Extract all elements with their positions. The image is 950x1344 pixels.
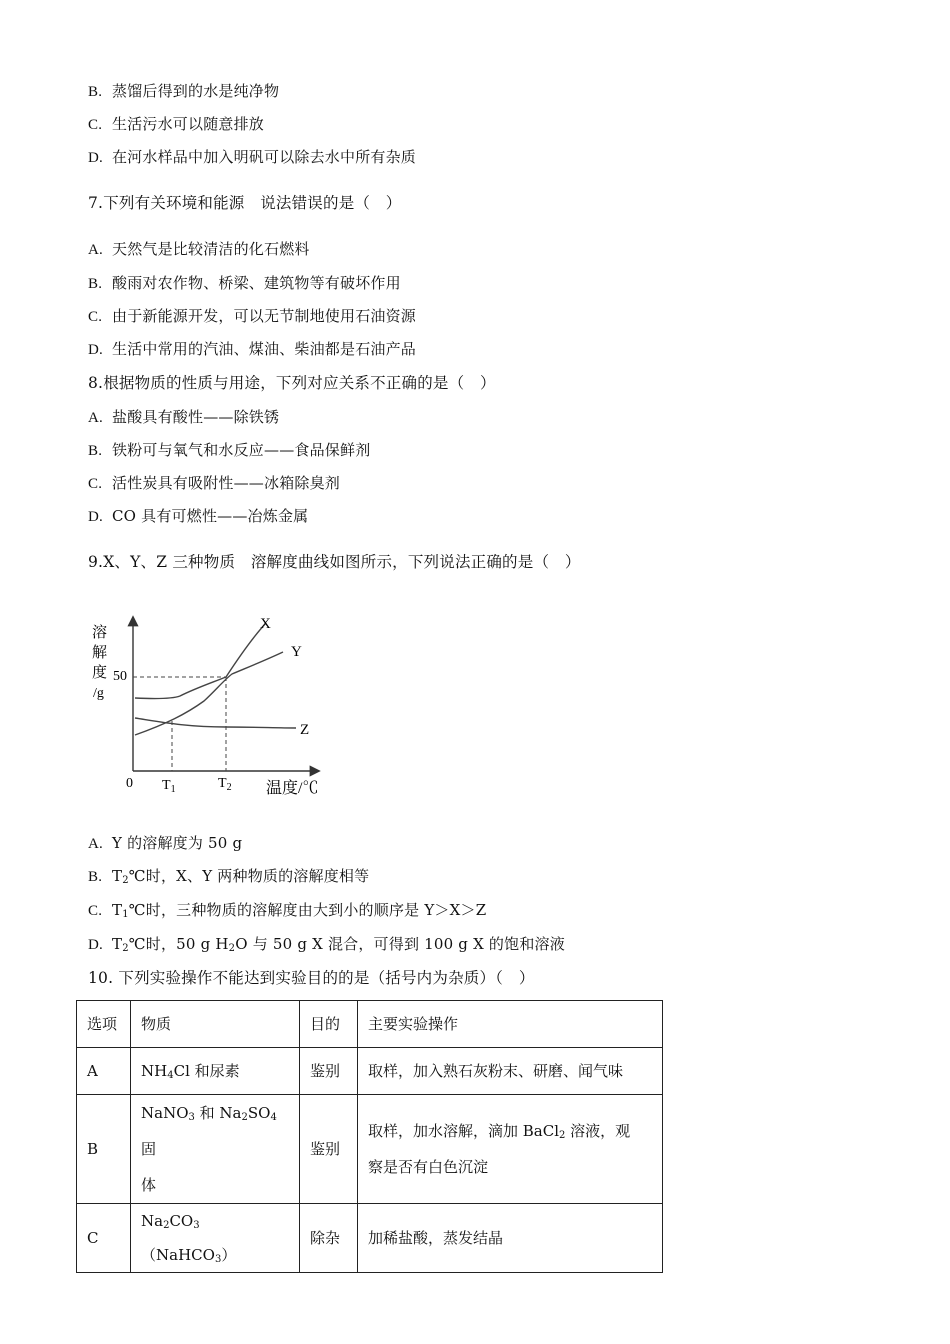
t2-label: $T_2$ xyxy=(218,776,232,793)
experiment-table xyxy=(76,1000,663,1273)
question-10: 10. 下列实验操作不能达到实验目的的是（括号内为杂质）（ ） xyxy=(88,969,535,987)
option-text: 酸雨对农作物、桥梁、建筑物等有破坏作用 xyxy=(112,274,401,292)
curve-label-z: Z xyxy=(300,722,310,738)
q9-option-b xyxy=(88,866,369,887)
q7-option-c xyxy=(88,306,416,327)
row-substance xyxy=(131,1204,300,1273)
option-text: 生活中常用的汽油、煤油、柴油都是石油产品 xyxy=(112,340,417,358)
option-text: 生活污水可以随意排放 xyxy=(112,115,265,133)
origin-label: 0 xyxy=(126,776,133,791)
text-part: CO xyxy=(169,1212,194,1230)
option-letter: D. xyxy=(88,150,103,166)
subscript: 3 xyxy=(188,1112,195,1123)
option-letter: B. xyxy=(88,84,103,100)
row-operation: 加稀盐酸，蒸发结晶 xyxy=(358,1204,663,1273)
subscript: 2 xyxy=(122,875,129,886)
subscript: 4 xyxy=(270,1112,277,1123)
option-text: 蒸馏后得到的水是纯净物 xyxy=(112,82,280,100)
option-letter: A. xyxy=(88,836,103,852)
row-option: C xyxy=(77,1204,131,1273)
option-text: CO 具有可燃性——冶炼金属 xyxy=(112,507,309,525)
option-letter: B. xyxy=(88,443,103,459)
text-part: SO xyxy=(247,1104,271,1122)
option-text: 由于新能源开发，可以无节制地使用石油资源 xyxy=(112,307,417,325)
q8-option-c xyxy=(88,473,340,494)
text-part: 取样，加水溶解，滴加 BaCl xyxy=(368,1122,560,1140)
q9-option-d xyxy=(88,934,565,955)
row-option: A xyxy=(77,1048,131,1095)
option-text-part: T xyxy=(112,901,123,919)
x-axis-label: 温度/℃ xyxy=(266,780,319,797)
subscript: 2 xyxy=(559,1130,566,1141)
option-letter: D. xyxy=(88,937,103,953)
q9-option-a xyxy=(88,833,242,854)
option-text-part: O 与 50 g X 混合，可得到 100 g X 的饱和溶液 xyxy=(235,935,565,953)
option-letter: B. xyxy=(88,276,103,292)
text-part: 固 xyxy=(141,1140,157,1158)
table-row xyxy=(77,1048,663,1095)
text-part: NaNO xyxy=(141,1104,189,1122)
q7-option-b xyxy=(88,273,401,294)
option-text: Y 的溶解度为 50 g xyxy=(112,834,243,852)
subscript: 2 xyxy=(228,943,236,954)
option-text: 盐酸具有酸性——除铁锈 xyxy=(112,408,280,426)
text-part: ） xyxy=(221,1246,237,1264)
header-option: 选项 xyxy=(77,1001,131,1048)
row-substance xyxy=(131,1095,300,1204)
header-substance: 物质 xyxy=(131,1001,300,1048)
subscript: 2 xyxy=(122,943,129,954)
option-text-part: ℃时，三种物质的溶解度由大到小的顺序是 Y＞X＞Z xyxy=(128,901,487,919)
q7-option-a xyxy=(88,239,310,260)
subscript: 3 xyxy=(193,1220,200,1231)
table-row xyxy=(77,1095,663,1204)
solubility-curve-chart xyxy=(86,606,336,806)
subscript: 2 xyxy=(241,1112,248,1123)
option-letter: C. xyxy=(88,476,103,492)
curve-label-y: Y xyxy=(291,644,302,660)
row-operation xyxy=(358,1095,663,1204)
y-label-char-1: 溶 xyxy=(92,625,108,641)
option-text: 铁粉可与氧气和水反应——食品保鲜剂 xyxy=(112,441,371,459)
y-label-char-2: 解 xyxy=(92,645,108,661)
subscript: 4 xyxy=(167,1070,174,1081)
q8-option-a xyxy=(88,407,279,428)
option-letter: D. xyxy=(88,509,103,525)
row-purpose: 除杂 xyxy=(300,1204,358,1273)
option-letter: C. xyxy=(88,309,103,325)
header-operation: 主要实验操作 xyxy=(358,1001,663,1048)
question-8: 8.根据物质的性质与用途，下列对应关系不正确的是（ ） xyxy=(88,374,496,392)
option-text: 活性炭具有吸附性——冰箱除臭剂 xyxy=(112,474,341,492)
text-part: Na xyxy=(141,1212,164,1230)
table-row xyxy=(77,1204,663,1273)
row-substance xyxy=(131,1048,300,1095)
header-purpose: 目的 xyxy=(300,1001,358,1048)
t1-label: $T_1$ xyxy=(162,778,176,795)
subscript: 2 xyxy=(163,1220,170,1231)
q6-option-d xyxy=(88,147,416,168)
option-text: 在河水样品中加入明矾可以除去水中所有杂质 xyxy=(112,148,417,166)
y-label-char-4: /g xyxy=(93,686,104,701)
option-text-part: T xyxy=(112,935,123,953)
question-9: 9.X、Y、Z 三种物质 溶解度曲线如图所示，下列说法正确的是（ ） xyxy=(88,553,581,571)
y-label-char-3: 度 xyxy=(92,665,108,681)
curve-z xyxy=(135,718,296,728)
option-text: 天然气是比较清洁的化石燃料 xyxy=(112,240,310,258)
text-part: 和 Na xyxy=(194,1104,242,1122)
table-header-row xyxy=(77,1001,663,1048)
option-letter: D. xyxy=(88,342,103,358)
row-purpose: 鉴别 xyxy=(300,1048,358,1095)
y-tick-50-label: 50 xyxy=(113,669,127,684)
option-text-part: ℃时，X、Y 两种物质的溶解度相等 xyxy=(128,867,370,885)
option-letter: A. xyxy=(88,242,103,258)
row-operation: 取样，加入熟石灰粉末、研磨、闻气味 xyxy=(358,1048,663,1095)
q8-option-d xyxy=(88,506,308,527)
subscript: 1 xyxy=(122,909,129,920)
option-letter: B. xyxy=(88,869,103,885)
text-part: 体 xyxy=(141,1176,157,1194)
text-part: （NaHCO xyxy=(141,1246,215,1264)
q6-option-b xyxy=(88,81,279,102)
q6-option-c xyxy=(88,114,264,135)
subscript: 3 xyxy=(214,1254,222,1265)
option-text-part: T xyxy=(112,867,123,885)
q9-option-c xyxy=(88,900,486,921)
row-option: B xyxy=(77,1095,131,1204)
option-letter: A. xyxy=(88,410,103,426)
q8-option-b xyxy=(88,440,370,461)
text-part: Cl 和尿素 xyxy=(173,1062,240,1080)
row-purpose: 鉴别 xyxy=(300,1095,358,1204)
q7-option-d xyxy=(88,339,416,360)
option-letter: C. xyxy=(88,903,103,919)
option-text-part: ℃时，50 g H xyxy=(128,935,229,953)
curve-label-x: X xyxy=(260,616,271,632)
option-letter: C. xyxy=(88,117,103,133)
curve-x xyxy=(135,623,266,699)
curve-y xyxy=(135,652,283,735)
text-part: 溶液，观 xyxy=(565,1122,631,1140)
text-part: NH xyxy=(141,1062,168,1080)
text-part: 察是否有白色沉淀 xyxy=(368,1158,489,1176)
question-7: 7.下列有关环境和能源 说法错误的是（ ） xyxy=(88,194,402,212)
